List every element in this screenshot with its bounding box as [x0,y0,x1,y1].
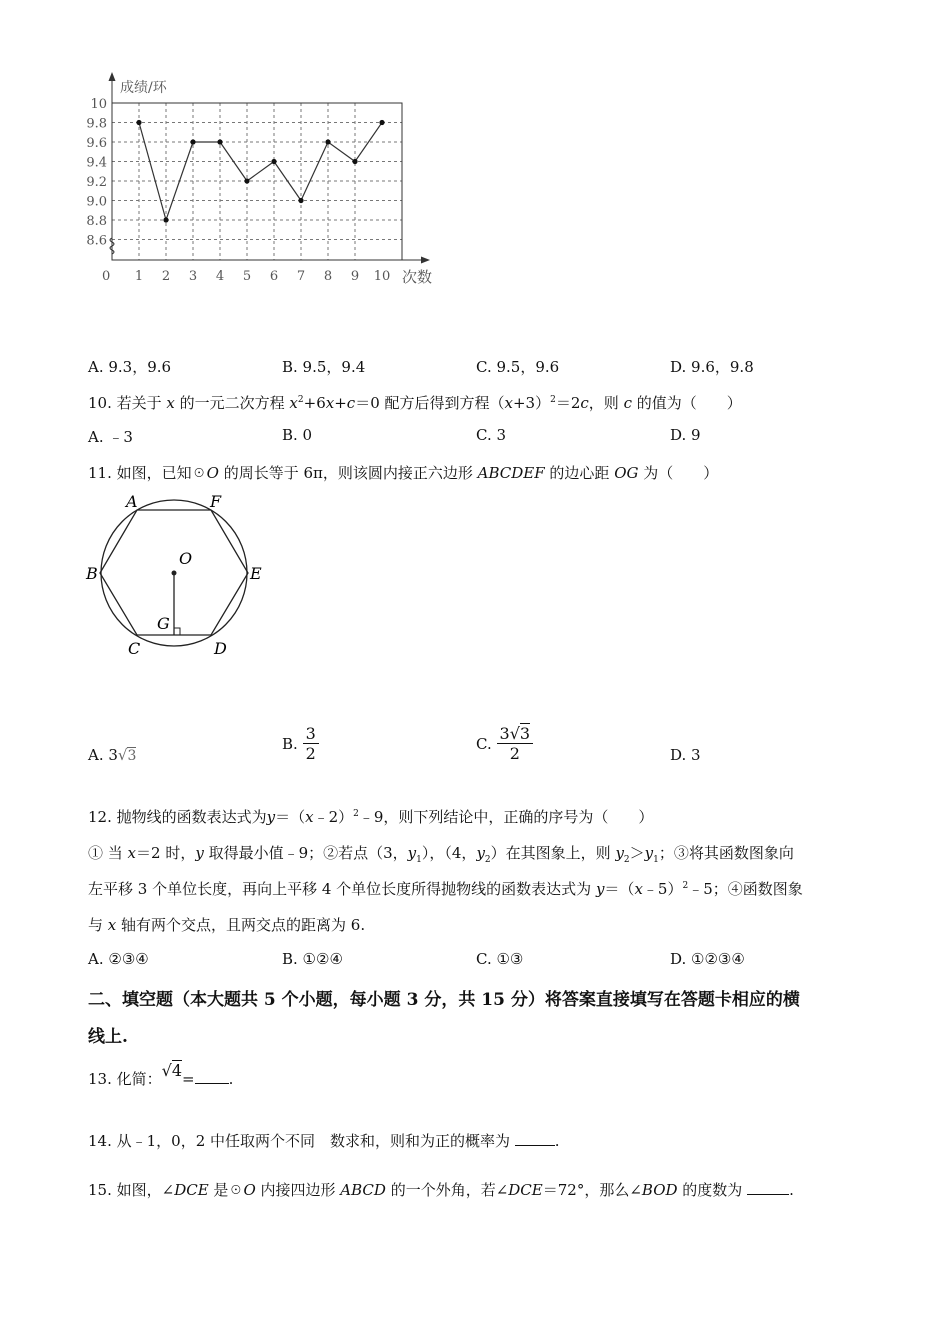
x-tick-label: 6 [269,269,279,284]
label-f: F [210,492,222,511]
q10-option-c[interactable]: C. 3 [476,426,507,444]
y-tick-label: 8.6 [86,233,107,249]
q10-option-d[interactable]: D. 9 [670,426,701,444]
data-point [163,217,168,222]
y-tick-label: 9.6 [86,136,107,151]
q12-option-c[interactable]: C. ①③ [476,950,524,968]
score-line-chart [80,68,460,293]
label-a: A [126,492,138,511]
y-tick-label: 9.8 [86,116,107,132]
q15-answer-blank[interactable] [747,1194,789,1195]
q15-stem: 15. 如图，∠DCE 是☉O 内接四边形 ABCD 的一个外角，若∠DCE＝72°，那么∠BOD 的度数为 . [88,1181,794,1199]
q11-option-a[interactable]: A. 3√3 [88,746,137,764]
q9-option-d[interactable]: D. 9.6，9.8 [670,358,754,376]
q13-stem: 13. 化简：√4= . [88,1061,234,1088]
chart-ticks [86,97,390,284]
x-axis-arrow [421,257,430,264]
x-tick-label: 10 [373,269,391,284]
data-point [298,198,303,203]
q11-option-c[interactable]: C. $\frac{3√3}{2}$ [476,724,533,763]
q12-statements-line2: 左平移 3 个单位长度，再向上平移 4 个单位长度所得抛物线的函数表达式为 y＝（x﹣5）$^2$﹣5；④函数图象 [88,880,803,898]
x-tick-label: 2 [161,269,171,284]
q11-stem: 11. 如图，已知☉O 的周长等于 6π，则该圆内接正六边形 ABCDEF 的边心距 OG 为（ ） [88,464,719,482]
q12-option-a[interactable]: A. ②③④ [88,950,149,968]
label-g: G [157,614,170,633]
q10-stem: 10. 若关于 x 的一元二次方程 $x^2+6x+c=0$ 配方后得到方程$(x+3)^2=2c$，则 c 的值为（ ） [88,394,742,412]
q12-option-d[interactable]: D. ①②③④ [670,950,745,968]
y-axis-label: 成绩/环 [120,80,167,96]
label-e: E [250,564,262,583]
section-2-heading-line1: 二、填空题（本大题共 5 个小题，每小题 3 分，共 15 分）将答案直接填写在答题卡相应的横 [88,990,800,1010]
x-axis-label: 次数 [402,268,433,286]
q9-option-a[interactable]: A. 9.3，9.6 [88,358,172,376]
label-b: B [86,564,98,583]
data-point [379,120,384,125]
q13-answer-blank[interactable] [195,1083,229,1084]
x-tick-label: 7 [296,269,306,284]
q10-option-b[interactable]: B. 0 [282,426,313,444]
q9-option-b[interactable]: B. 9.5，9.4 [282,358,366,376]
section-2-heading-line2: 线上. [88,1027,128,1047]
x-tick-label: 8 [323,269,333,284]
q14-answer-blank[interactable] [515,1145,555,1146]
data-point [352,159,357,164]
data-point [136,120,141,125]
x-tick-label: 3 [188,269,198,284]
hexagon-figure [80,488,280,660]
y-tick-label: 8.8 [86,214,107,229]
fraction-3root3-over-2: $\frac{3√3}{2}$ [497,724,534,763]
q11-option-d[interactable]: D. 3 [670,746,701,764]
x-tick-label: 4 [215,269,225,284]
y-tick-label: 9.4 [86,155,107,171]
data-point [271,159,276,164]
data-point [244,178,249,183]
q10-option-a[interactable]: A. ﹣3 [88,428,133,446]
q14-stem: 14. 从﹣1，0，2 中任取两个不同 数求和，则和为正的概率为 . [88,1132,560,1150]
x-tick-label: 9 [350,269,360,284]
q12-stem: 12. 抛物线的函数表达式为y＝（x﹣2）$^2$﹣9，则下列结论中，正确的序号为（ ） [88,808,654,826]
y-tick-label: 9.2 [86,175,107,190]
score-series-line [139,123,382,221]
right-angle-mark [174,628,180,635]
q12-option-b[interactable]: B. ①②④ [282,950,343,968]
q12-statements-line3: 与 x 轴有两个交点，且两交点的距离为 6. [88,916,366,934]
q12-statements-line1: ① 当 x＝2 时，y 取得最小值﹣9；②若点（3，$y_1$），（4，$y_2$）在其图象上，则 $y_2>y_1$；③将其函数图象向 [88,844,794,865]
label-d: D [214,639,227,658]
chart-series [136,120,384,223]
q9-option-c[interactable]: C. 9.5，9.6 [476,358,560,376]
center-point [172,571,177,576]
label-c: C [128,639,141,658]
origin-label: 0 [102,269,111,284]
x-tick-label: 5 [242,269,252,284]
fraction-3-over-2: $\frac{3}{2}$ [303,724,319,763]
x-tick-label: 1 [134,269,144,284]
data-point [217,139,222,144]
y-tick-label: 9.0 [86,194,107,210]
label-o: O [179,549,193,568]
data-point [190,139,195,144]
q11-option-b[interactable]: B. $\frac{3}{2}$ [282,724,319,763]
y-tick-label: 10 [90,97,107,112]
y-axis-arrow [109,72,116,81]
data-point [325,139,330,144]
